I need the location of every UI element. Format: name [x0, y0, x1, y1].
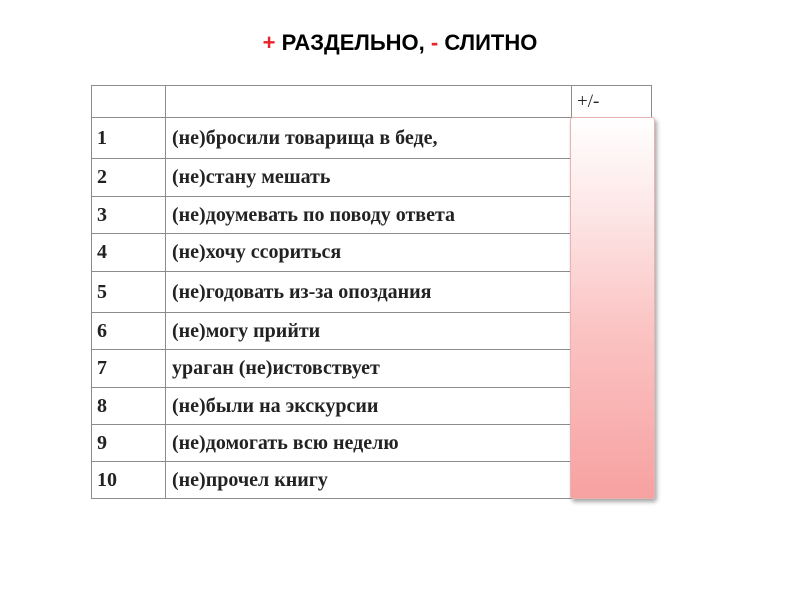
row-phrase: (не)домогать всю неделю	[166, 425, 572, 462]
row-number: 2	[92, 159, 166, 197]
row-phrase: ураган (не)истовствует	[166, 350, 572, 388]
row-phrase: (не)хочу ссориться	[166, 234, 572, 272]
row-number: 4	[92, 234, 166, 272]
table-row	[92, 118, 652, 159]
row-number: 3	[92, 197, 166, 234]
table-row	[92, 462, 652, 499]
row-number: 10	[92, 462, 166, 499]
table-row	[92, 388, 652, 425]
row-phrase: (не)бросили товарища в беде,	[166, 118, 572, 159]
plus-label: РАЗДЕЛЬНО,	[281, 30, 425, 55]
row-phrase: (не)могу прийти	[166, 313, 572, 350]
row-number: 5	[92, 272, 166, 313]
table-row	[92, 313, 652, 350]
header-num-cell	[92, 86, 166, 118]
row-number: 6	[92, 313, 166, 350]
row-phrase: (не)годовать из-за опоздания	[166, 272, 572, 313]
minus-label: СЛИТНО	[444, 30, 538, 55]
minus-sign: -	[430, 30, 439, 55]
table-row	[92, 234, 652, 272]
slide-title	[0, 30, 800, 56]
row-phrase: (не)прочел книгу	[166, 462, 572, 499]
row-number: 1	[92, 118, 166, 159]
table-row	[92, 197, 652, 234]
row-number: 7	[92, 350, 166, 388]
row-phrase: (не)доумевать по поводу ответа	[166, 197, 572, 234]
exercise-table	[91, 85, 652, 499]
table-header-row	[92, 86, 652, 118]
row-phrase: (не)были на экскурсии	[166, 388, 572, 425]
row-phrase: (не)стану мешать	[166, 159, 572, 197]
table-row	[92, 159, 652, 197]
table-row	[92, 350, 652, 388]
header-mark-cell: +/-	[572, 86, 652, 118]
header-phrase-cell	[166, 86, 572, 118]
row-number: 9	[92, 425, 166, 462]
plus-sign: +	[262, 30, 276, 55]
table-row	[92, 272, 652, 313]
table-row	[92, 425, 652, 462]
row-number: 8	[92, 388, 166, 425]
answer-cover-panel[interactable]	[570, 117, 655, 499]
